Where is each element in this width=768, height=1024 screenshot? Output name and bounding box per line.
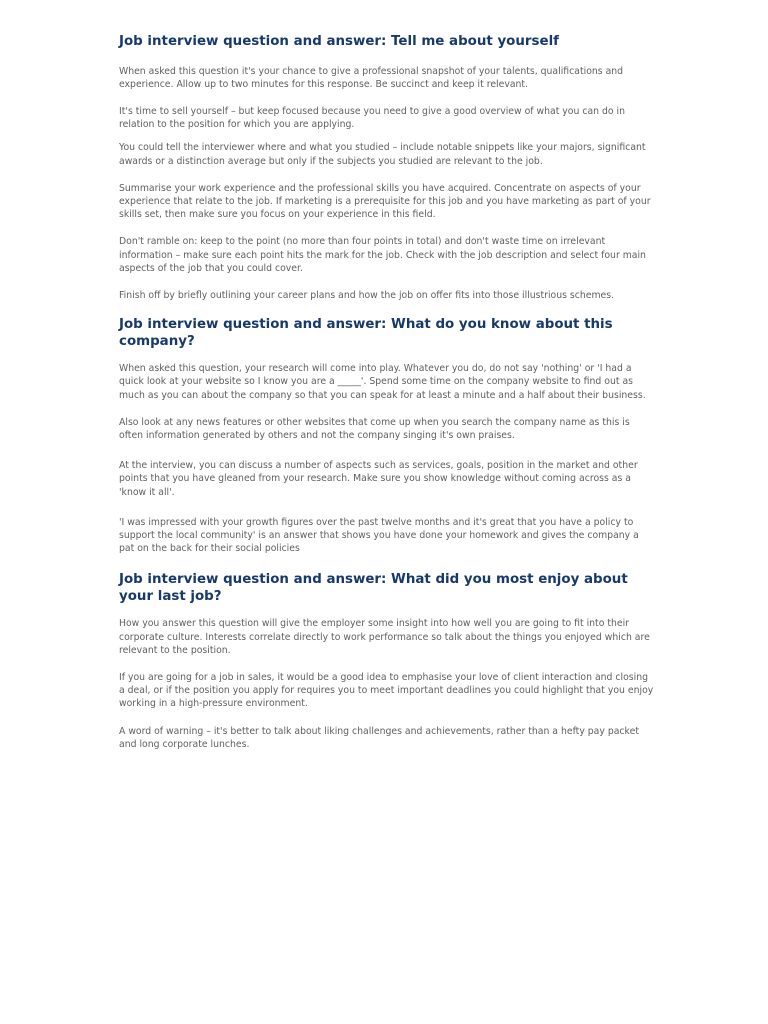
paragraph: Finish off by briefly outlining your career plans and how the job on offer fits into those illustrious schemes.: [119, 289, 615, 301]
section-know-about-company: [119, 317, 654, 555]
paragraph: It's time to sell yourself – but keep focused because you need to give a good overview of what you can do in relation to the position for which you are applying.: [119, 105, 626, 131]
section-heading: Job interview question and answer: What did you most enjoy about your last job?: [119, 572, 628, 604]
paragraph: Don't ramble on: keep to the point (no more than four points in total) and don't waste time on irrelevant information – make sure each point hits the mark for the job. Check with the job description and select four main aspects of the job that you could cover.: [119, 236, 646, 274]
paragraph: When asked this question, your research will come into play. Whatever you do, do not say 'nothing' or 'I had a quick look at your website so I know you are a _____'. Spend some time on the company website to find out as much as you can about the company so that you can speak for at least a minute and a half about their business.: [119, 363, 646, 401]
paragraph: A word of warning – it's better to talk about liking challenges and achievements, rather than a hefty pay packet and long corporate lunches.: [119, 725, 639, 750]
paragraph: When asked this question it's your chance to give a professional snapshot of your talents, qualifications and experience. Allow up to two minutes for this response. Be succinct and keep it relevant.: [119, 65, 624, 90]
paragraph: Summarise your work experience and the professional skills you have acquired. Concentrate on aspects of your experience that relate to the job. If marketing is a prerequisite for this job and you have marketing as part of your skills set, then make sure you focus on your experience in this field.: [119, 182, 651, 221]
section-heading: Job interview question and answer: Tell me about yourself: [119, 34, 559, 49]
section-tell-me-about-yourself: [119, 34, 654, 302]
paragraph: Also look at any news features or other websites that come up when you search the company name as this is often information generated by others and not the company singing it's own praises.: [119, 416, 630, 441]
paragraph: If you are going for a job in sales, it would be a good idea to emphasise your love of client interaction and closing a deal, or if the position you apply for requires you to meet important deadlines you could highlight that you enjoy working in a high-pressure environment.: [119, 671, 654, 710]
paragraph: 'I was impressed with your growth figures over the past twelve months and it's great that you have a policy to support the local community' is an answer that shows you have done your homework and gives the company a pat on the back for their social policies: [119, 516, 639, 555]
paragraph: You could tell the interviewer where and what you studied – include notable snippets like your majors, significant awards or a distinction average but only if the subjects you studied are relevant to the job.: [119, 142, 646, 167]
paragraph: At the interview, you can discuss a number of aspects such as services, goals, position in the market and other points that you have gleaned from your research. Make sure you show knowledge without coming across as a 'know it all'.: [119, 460, 638, 498]
paragraph: How you answer this question will give the employer some insight into how well you are going to fit into their corporate culture. Interests correlate directly to work performance so talk about the things you enjoyed which are relevant to the position.: [119, 618, 650, 656]
section-enjoy-last-job: [119, 572, 654, 751]
section-heading: Job interview question and answer: What do you know about this company?: [119, 317, 613, 349]
document-page: [119, 34, 654, 751]
